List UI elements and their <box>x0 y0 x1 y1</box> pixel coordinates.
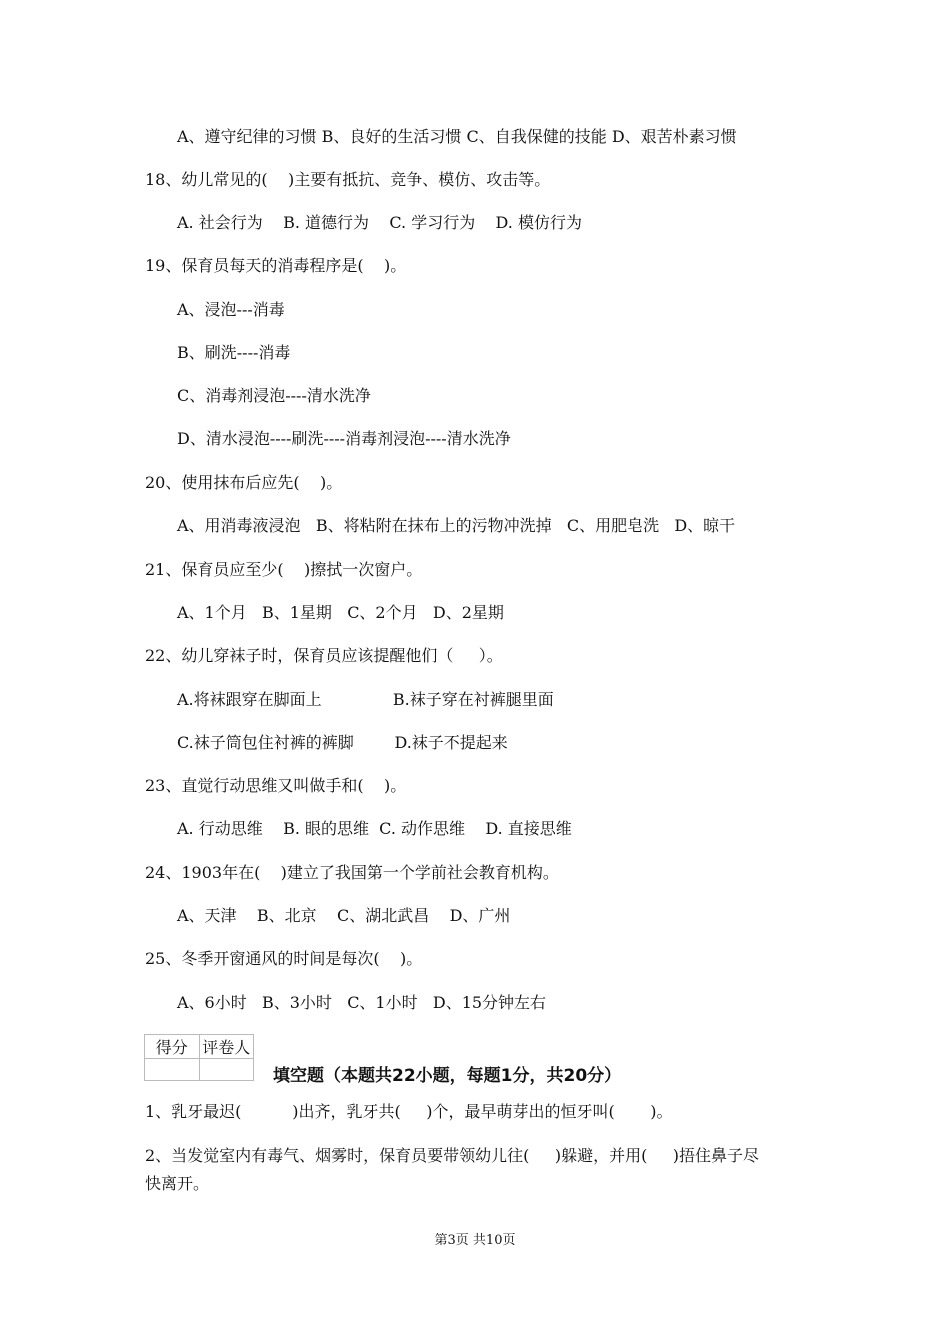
option-line: A、用消毒液浸泡 B、将粘附在抹布上的污物冲洗掉 C、用肥皂洗 D、晾干 <box>177 516 736 535</box>
option-line: A.将袜跟穿在脚面上 B.袜子穿在衬裤腿里面 <box>177 690 554 709</box>
option-line: A、浸泡---消毒 <box>177 300 285 319</box>
option-line: B、刷洗----消毒 <box>177 343 291 362</box>
option-line: A. 行动思维 B. 眼的思维 C. 动作思维 D. 直接思维 <box>177 819 572 838</box>
page-footer: 第3页 共10页 <box>434 1233 516 1248</box>
option-line: D、清水浸泡----刷洗----消毒剂浸泡----清水洗净 <box>177 429 511 448</box>
option-line: A、6小时 B、3小时 C、1小时 D、15分钟左右 <box>177 993 547 1012</box>
section-title: 填空题（本题共22小题，每题1分，共20分） <box>273 1066 622 1086</box>
option-line: A. 社会行为 B. 道德行为 C. 学习行为 D. 模仿行为 <box>177 213 582 232</box>
score-box <box>144 1034 254 1081</box>
question-line: 25、冬季开窗通风的时间是每次( )。 <box>145 949 423 968</box>
question-line: 21、保育员应至少( )擦拭一次窗户。 <box>145 560 423 579</box>
question-line: 1、乳牙最迟( )出齐，乳牙共( )个，最早萌芽出的恒牙叫( )。 <box>145 1102 673 1121</box>
question-line: 24、1903年在( )建立了我国第一个学前社会教育机构。 <box>145 863 559 882</box>
option-line: A、1个月 B、1星期 C、2个月 D、2星期 <box>177 603 504 622</box>
question-line: 快离开。 <box>145 1174 210 1193</box>
score-label: 得分 <box>145 1035 200 1059</box>
question-line: 20、使用抹布后应先( )。 <box>145 473 343 492</box>
question-line: 2、当发觉室内有毒气、烟雾时，保育员要带领幼儿往( )躲避，并用( )捂住鼻子尽 <box>145 1146 760 1165</box>
question-line: 19、保育员每天的消毒程序是( )。 <box>145 256 407 275</box>
option-line: A、遵守纪律的习惯 B、良好的生活习惯 C、自我保健的技能 D、艰苦朴素习惯 <box>177 127 737 146</box>
grader-cell <box>199 1059 254 1081</box>
score-cell <box>145 1059 200 1081</box>
question-line: 22、幼儿穿袜子时，保育员应该提醒他们（ ）。 <box>145 646 503 665</box>
option-line: C.袜子筒包住衬裤的裤脚 D.袜子不提起来 <box>177 733 508 752</box>
option-line: C、消毒剂浸泡----清水洗净 <box>177 386 371 405</box>
grader-label: 评卷人 <box>199 1035 254 1059</box>
question-line: 23、直觉行动思维又叫做手和( )。 <box>145 776 407 795</box>
option-line: A、天津 B、北京 C、湖北武昌 D、广州 <box>177 906 511 925</box>
question-line: 18、幼儿常见的( )主要有抵抗、竞争、模仿、攻击等。 <box>145 170 551 189</box>
